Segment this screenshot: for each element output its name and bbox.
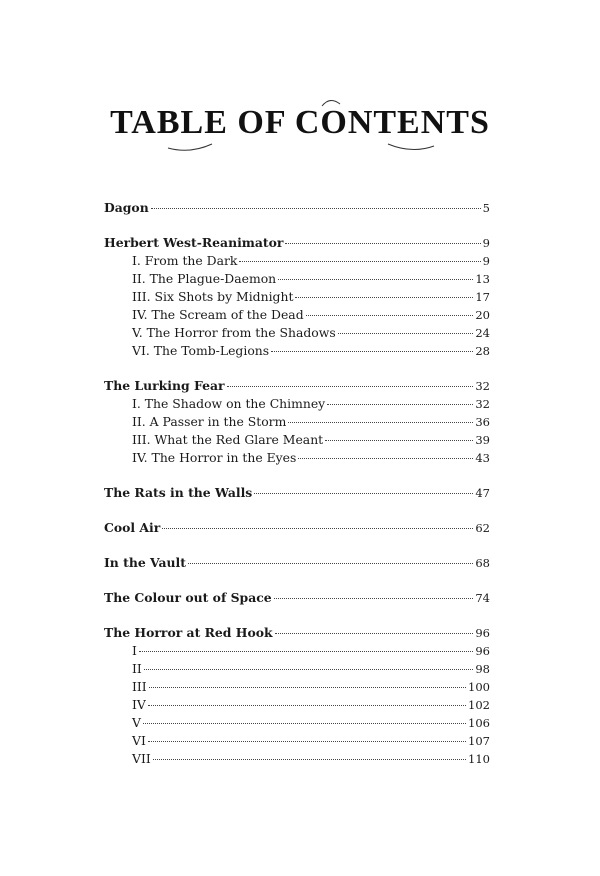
toc-entry-label: Cool Air: [104, 520, 161, 535]
toc-subentry[interactable]: [104, 660, 490, 678]
toc-entry[interactable]: [104, 589, 490, 607]
dot-leader: [338, 332, 474, 334]
toc-subentry[interactable]: [104, 395, 490, 413]
toc-subentry[interactable]: [104, 342, 490, 360]
toc-subentry-label: I: [132, 643, 137, 658]
dot-leader: [325, 439, 473, 441]
toc-subentry[interactable]: [104, 678, 490, 696]
toc-subentry-label: VII: [132, 751, 151, 766]
toc-subentry-label: V: [132, 715, 141, 730]
dot-leader: [327, 403, 473, 405]
toc-entry-page-number: 96: [475, 626, 490, 640]
toc-subentry-label: VI. The Tomb-Legions: [132, 343, 270, 358]
toc-subentry-label: II: [132, 661, 142, 676]
dot-leader: [274, 597, 474, 599]
dot-leader: [148, 704, 466, 706]
toc-subentry-label: V. The Horror from the Shadows: [132, 325, 336, 340]
toc-entry-page-number: 47: [475, 486, 490, 500]
toc-subentry-label: II. A Passer in the Storm: [132, 414, 287, 429]
toc-entry-label: The Horror at Red Hook: [104, 625, 273, 640]
toc-subentry-page-number: 32: [475, 397, 490, 411]
toc-entry[interactable]: [104, 519, 490, 537]
toc-entry[interactable]: [104, 484, 490, 502]
toc-subentry-page-number: 106: [468, 716, 490, 730]
toc-section: [104, 554, 490, 572]
toc-subentry[interactable]: [104, 750, 490, 768]
toc-section: [104, 589, 490, 607]
dot-leader: [306, 314, 474, 316]
toc-entry-label: Dagon: [104, 200, 149, 215]
toc-entry-page-number: 68: [475, 556, 490, 570]
toc-subentry-page-number: 24: [475, 326, 490, 340]
toc-subentry-page-number: 13: [475, 272, 490, 286]
toc-subentry-page-number: 98: [475, 662, 490, 676]
toc-entry-label: The Lurking Fear: [104, 378, 225, 393]
table-of-contents: [104, 199, 490, 785]
toc-subentry-page-number: 9: [482, 254, 490, 268]
toc-subentry-label: IV: [132, 697, 146, 712]
toc-section: [104, 484, 490, 502]
dot-leader: [153, 758, 466, 760]
toc-subentry[interactable]: [104, 449, 490, 467]
dot-leader: [271, 350, 473, 352]
dot-leader: [288, 421, 473, 423]
toc-subentry[interactable]: [104, 270, 490, 288]
toc-subentry[interactable]: [104, 642, 490, 660]
toc-subentry-page-number: 110: [468, 752, 490, 766]
toc-subentry[interactable]: [104, 288, 490, 306]
dot-leader: [139, 650, 473, 652]
dot-leader: [285, 242, 480, 244]
toc-subentry-label: VI: [132, 733, 146, 748]
toc-subentry-label: III. Six Shots by Midnight: [132, 289, 294, 304]
dot-leader: [143, 722, 466, 724]
toc-entry[interactable]: [104, 234, 490, 252]
toc-entry[interactable]: [104, 199, 490, 217]
dot-leader: [227, 385, 474, 387]
toc-entry-page-number: 74: [475, 591, 490, 605]
toc-subentry[interactable]: [104, 696, 490, 714]
toc-section: [104, 234, 490, 360]
toc-entry-label: In the Vault: [104, 555, 186, 570]
toc-entry-label: The Colour out of Space: [104, 590, 272, 605]
toc-subentry-label: IV. The Horror in the Eyes: [132, 450, 297, 465]
toc-subentry[interactable]: [104, 413, 490, 431]
toc-subentry-page-number: 36: [475, 415, 490, 429]
dot-leader: [278, 278, 473, 280]
toc-section: [104, 199, 490, 217]
toc-subentry-page-number: 17: [475, 290, 490, 304]
toc-subentry-label: III: [132, 679, 147, 694]
toc-subentry[interactable]: [104, 431, 490, 449]
toc-subentry-label: IV. The Scream of the Dead: [132, 307, 304, 322]
dot-leader: [295, 296, 473, 298]
toc-subentry[interactable]: [104, 306, 490, 324]
dot-leader: [239, 260, 480, 262]
toc-entry-page-number: 32: [475, 379, 490, 393]
dot-leader: [148, 740, 466, 742]
toc-entry-label: Herbert West-Reanimator: [104, 235, 284, 250]
toc-subentry-page-number: 43: [475, 451, 490, 465]
toc-subentry-label: III. What the Red Glare Meant: [132, 432, 324, 447]
toc-subentry-page-number: 39: [475, 433, 490, 447]
toc-subentry-label: II. The Plague-Daemon: [132, 271, 277, 286]
dot-leader: [298, 457, 473, 459]
toc-subentry-page-number: 102: [468, 698, 490, 712]
toc-subentry-page-number: 96: [475, 644, 490, 658]
toc-subentry[interactable]: [104, 714, 490, 732]
toc-subentry-page-number: 20: [475, 308, 490, 322]
toc-subentry[interactable]: [104, 252, 490, 270]
dot-leader: [144, 668, 474, 670]
toc-entry-page-number: 9: [482, 236, 490, 250]
toc-subentry[interactable]: [104, 732, 490, 750]
dot-leader: [275, 632, 474, 634]
toc-subentry-page-number: 100: [468, 680, 490, 694]
toc-entry-label: The Rats in the Walls: [104, 485, 253, 500]
dot-leader: [151, 207, 481, 209]
toc-entry[interactable]: [104, 554, 490, 572]
dot-leader: [162, 527, 473, 529]
toc-subentry-label: I. The Shadow on the Chimney: [132, 396, 326, 411]
toc-section: [104, 519, 490, 537]
toc-section: [104, 377, 490, 467]
toc-entry-page-number: 62: [475, 521, 490, 535]
toc-subentry-page-number: 107: [468, 734, 490, 748]
toc-section: [104, 624, 490, 768]
toc-entry[interactable]: [104, 624, 490, 642]
page-title: TABLE OF CONTENTS: [110, 104, 490, 141]
toc-subentry[interactable]: [104, 324, 490, 342]
dot-leader: [149, 686, 466, 688]
toc-entry-page-number: 5: [482, 201, 490, 215]
toc-subentry-label: I. From the Dark: [132, 253, 238, 268]
dot-leader: [188, 562, 473, 564]
toc-subentry-page-number: 28: [475, 344, 490, 358]
toc-entry[interactable]: [104, 377, 490, 395]
dot-leader: [254, 492, 473, 494]
